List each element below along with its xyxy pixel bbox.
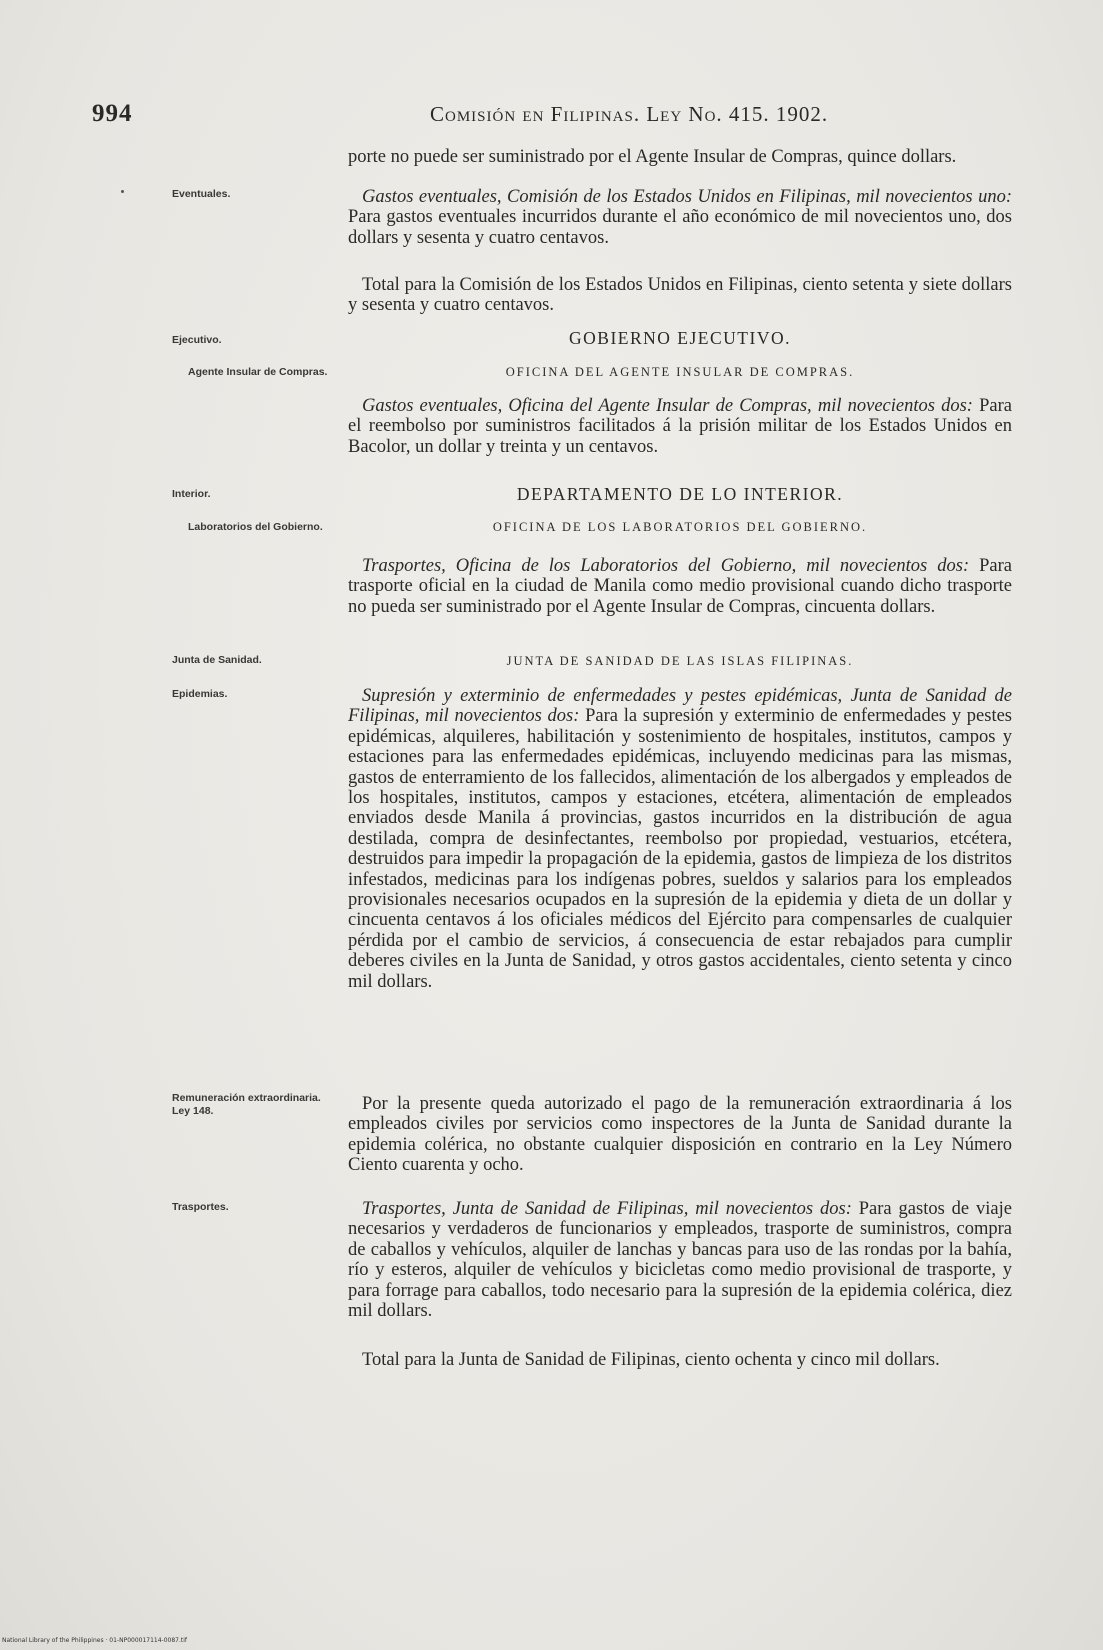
agente-text: Para el reembolso por suministros facilitados á la prisión militar de los Estados Unidos en Bacolor, un dollar y treinta y un centavos. [348, 396, 1012, 457]
epidemias-text: Para la supresión y exterminio de enfermedades y pestes epidémicas, alquileres, habilitación y sostenimiento de hospitales, institutos, campos y estaciones para las enfermedades epidémicas, incluyendo medicinas para las mismas, gastos de enterramiento de los fallecidos, alimentación de los albergados y empleados de los hospitales, institutos, campos y estaciones, etcétera, alimentación de empleados enviados desde Manila á provincias, gastos incurridos en la distribución de agua destilada, compra de desinfectantes, reembolso por propiedad, vestuarios, etcétera, destruidos para impedir la propagación de la epidemia, gastos de limpieza de los distritos infestados, medicinas para los indígenas pobres, sueldos y salarios para los empleados provisionales necesarios ocupados en la supresión de la epidemia y dieta de un dollar y cincuenta centavos á los oficiales médicos del Ejército para compensarles de cualquier pérdida por el cambio de servicios, á consecuencia de estar rebajados para cumplir deberes civiles en la Junta de Sanidad, y otros gastos accidentales, ciento setenta y cinco mil dollars. [348, 706, 1012, 992]
sidenote-junta: Junta de Sanidad. [172, 654, 262, 666]
stray-mark [121, 190, 124, 193]
heading-oficina-agente: OFICINA DEL AGENTE INSULAR DE COMPRAS. [505, 365, 855, 379]
heading-departamento-interior: DEPARTAMENTO DE LO INTERIOR. [516, 484, 844, 504]
porte-text: porte no puede ser suministrado por el Agente Insular de Compras, quince dollars. [348, 147, 957, 167]
paragraph-agente [348, 396, 1012, 457]
paragraph-remuneracion [348, 1094, 1012, 1176]
eventuales-text: Para gastos eventuales incurridos durante el año económico de mil novecientos uno, dos dollars y sesenta y cuatro centavos. [348, 207, 1012, 248]
sidenote-eventuales: Eventuales. [172, 188, 231, 200]
paragraph-total-junta [348, 1350, 1012, 1370]
sidenote-interior: Interior. [172, 488, 211, 500]
paragraph-trasportes [348, 1199, 1012, 1321]
sidenote-epidemias: Epidemias. [172, 688, 228, 700]
laboratorios-text: Para trasporte oficial en la ciudad de Manila como medio provisional cuando dicho trasporte no pueda ser suministrado por el Agente Insular de Compras, cincuenta dollars. [348, 556, 1012, 617]
sidenote-laboratorios: Laboratorios del Gobierno. [188, 521, 323, 533]
total-comision-text: Total para la Comisión de los Estados Unidos en Filipinas, ciento setenta y siete dollars y sesenta y cuatro centavos. [348, 275, 1012, 316]
paragraph-total-comision [348, 275, 1012, 316]
trasportes-text: Para gastos de viaje necesarios y verdaderos de funcionarios y empleados, trasporte de suministros, compra de caballos y vehículos, alquiler de lanchas y bancas para uso de las rondas por la bahía, río y esteros, alquiler de vehículos y bicicletas como medio provisional de trasporte, y para forrage para caballos, todo necesario para la supresión de la epidemia colérica, diez mil dollars. [348, 1199, 1012, 1322]
sidenote-remuneracion: Remuneración extraordinaria. Ley 148. [172, 1092, 321, 1117]
sidenote-trasportes: Trasportes. [172, 1201, 229, 1213]
running-head: Comisión en Filipinas. Ley No. 415. 1902. [430, 102, 829, 126]
agente-italic: Gastos eventuales, Oficina del Agente Insular de Compras, mil novecientos dos: [362, 396, 973, 416]
paragraph-epidemias [348, 686, 1012, 992]
page-number: 994 [92, 100, 133, 127]
paragraph-porte [348, 147, 1012, 167]
epidemias-italic: Supresión y exterminio de enfermedades y pestes epidémicas, Junta de Sanidad de Filipinas, mil novecientos dos: [348, 686, 1012, 727]
paragraph-eventuales [348, 187, 1012, 248]
trasportes-italic: Trasportes, Junta de Sanidad de Filipinas, mil novecientos dos: [362, 1199, 852, 1219]
sidenote-agente: Agente Insular de Compras. [188, 366, 328, 378]
heading-gobierno-ejecutivo: GOBIERNO EJECUTIVO. [569, 328, 791, 348]
heading-junta-sanidad: JUNTA DE SANIDAD DE LAS ISLAS FILIPINAS. [506, 654, 854, 668]
heading-oficina-laboratorios: OFICINA DE LOS LABORATORIOS DEL GOBIERNO. [492, 520, 868, 534]
paragraph-laboratorios [348, 556, 1012, 617]
laboratorios-italic: Trasportes, Oficina de los Laboratorios del Gobierno, mil novecientos dos: [362, 556, 970, 576]
total-junta-text: Total para la Junta de Sanidad de Filipinas, ciento ochenta y cinco mil dollars. [362, 1350, 940, 1370]
sidenote-ejecutivo: Ejecutivo. [172, 334, 222, 346]
scan-credit: National Library of the Philippines · 01-NP000017114-0087.tif [2, 1637, 188, 1644]
eventuales-italic: Gastos eventuales, Comisión de los Estados Unidos en Filipinas, mil novecientos uno: [362, 187, 1012, 207]
remuneracion-text: Por la presente queda autorizado el pago de la remuneración extraordinaria á los empleados civiles por servicios como inspectores de la Junta de Sanidad durante la epidemia colérica, no obstante cualquier disposición en contrario en la Ley Número Ciento cuarenta y ocho. [348, 1094, 1012, 1176]
